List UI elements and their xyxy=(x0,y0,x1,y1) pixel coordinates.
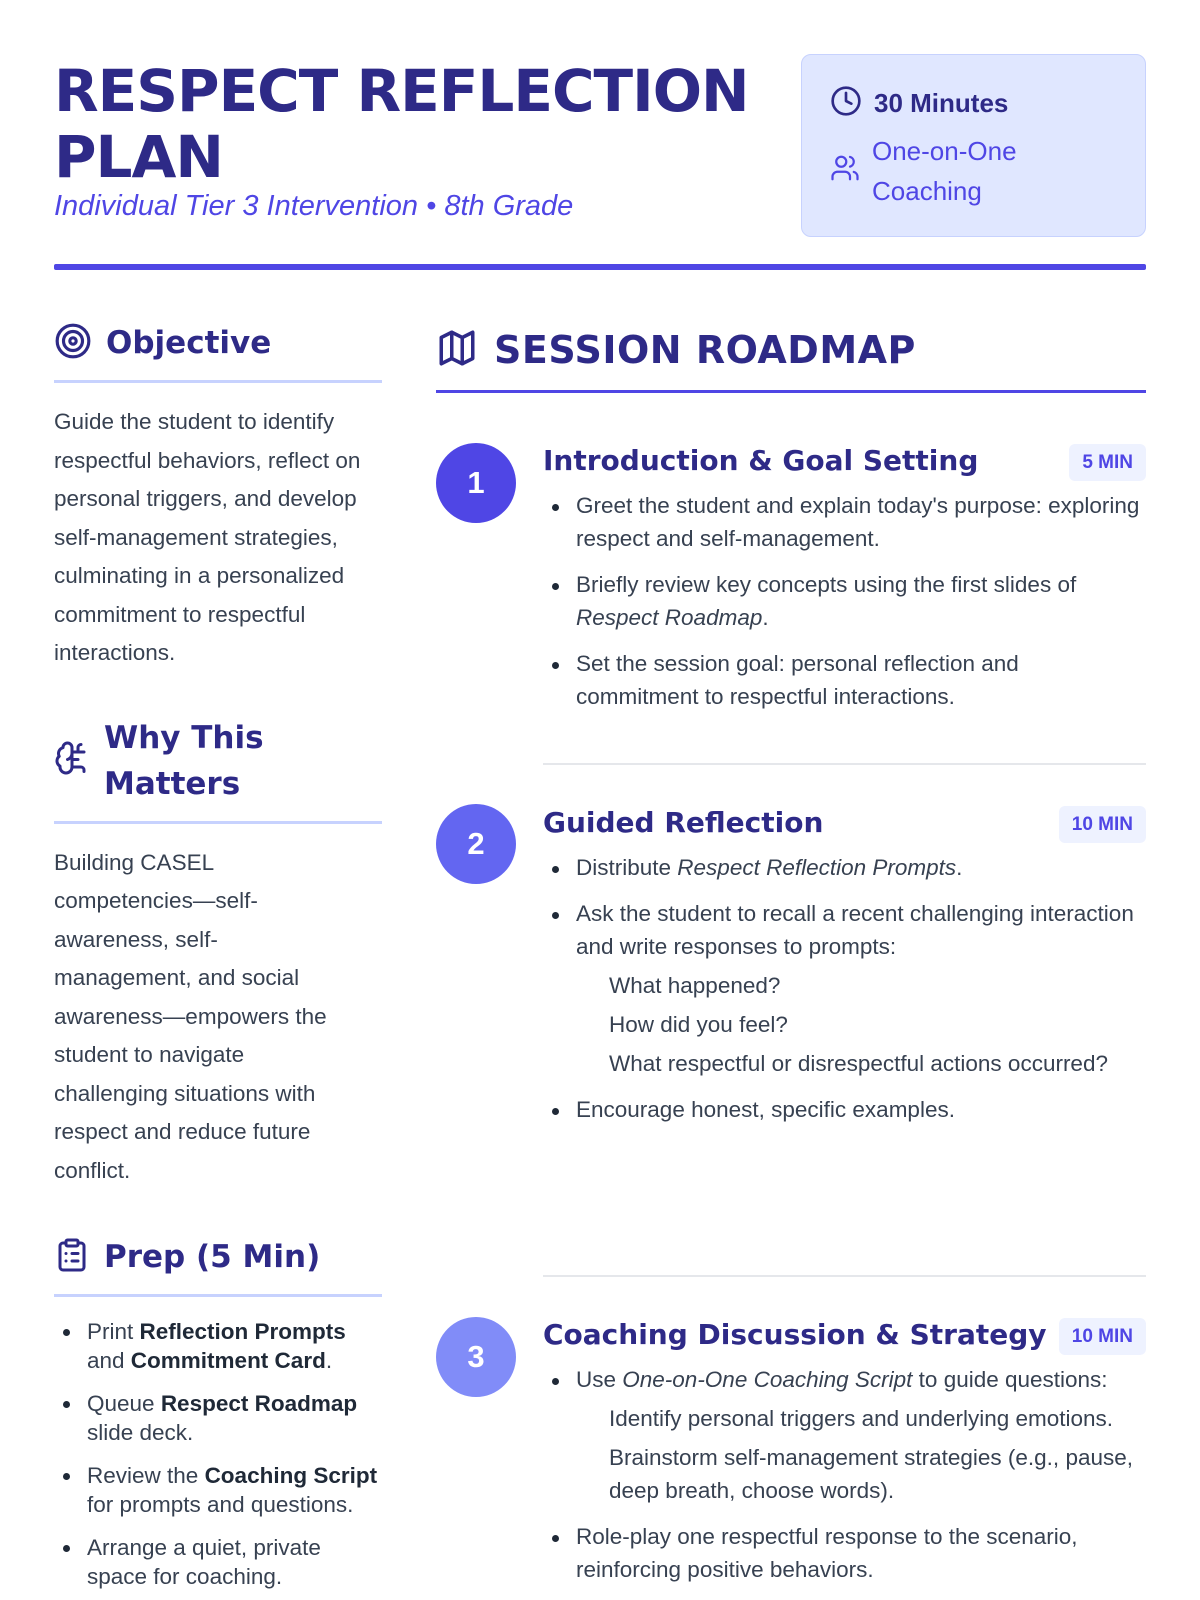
step-number-badge: 2 xyxy=(436,804,516,884)
sub-list-item: What happened? xyxy=(609,973,781,998)
why-text: Building CASEL competencies—self-awareness, self-management, and social awareness—empowers the student to navigate challenging situations with respect and reduce future conflict. xyxy=(54,849,327,1183)
why-heading-row xyxy=(54,715,382,807)
sub-list-item: How did you feel? xyxy=(609,1012,788,1037)
step-bullets xyxy=(543,489,1146,713)
roadmap-heading: SESSION ROADMAP xyxy=(494,328,916,372)
section-divider xyxy=(54,380,382,383)
step-divider xyxy=(543,763,1146,765)
why-section xyxy=(54,715,382,1191)
duration-badge: 5 MIN xyxy=(1069,444,1146,481)
clock-icon xyxy=(830,85,862,122)
map-icon xyxy=(436,327,478,374)
step-bullets xyxy=(543,851,1146,1126)
page-subtitle: Individual Tier 3 Intervention • 8th Grade xyxy=(54,190,574,222)
objective-heading: Objective xyxy=(106,325,272,361)
list-item: Role-play one respectful response to the scenario, reinforcing positive behaviors. xyxy=(543,1520,1146,1586)
step-divider xyxy=(543,1275,1146,1277)
format-text: One-on-One Coaching xyxy=(872,136,1017,206)
list-item: Greet the student and explain today's purpose: exploring respect and self-management. xyxy=(543,489,1146,555)
list-item: Arrange a quiet, private space for coaching. xyxy=(54,1533,382,1591)
list-item: Use One-on-One Coaching Script to guide questions: Identify personal triggers and underlying emotions. Brainstorm self-management strategies (e.g., pause, deep breath, choose words). xyxy=(543,1363,1146,1507)
roadmap-heading-row xyxy=(436,320,1146,380)
sub-list-item: Brainstorm self-management strategies (e.g., pause, deep breath, choose words). xyxy=(609,1445,1133,1503)
step-title: Coaching Discussion & Strategy xyxy=(543,1318,1047,1351)
prep-section xyxy=(54,1234,382,1591)
duration-badge: 10 MIN xyxy=(1059,1318,1146,1355)
list-item: Ask the student to recall a recent challenging interaction and write responses to prompts: What happened? How did you feel? What respectful or disrespectful actions occurred? xyxy=(543,897,1146,1080)
format-row xyxy=(830,131,1072,211)
sub-list-item: What respectful or disrespectful actions occurred? xyxy=(609,1051,1108,1076)
sub-list xyxy=(576,1402,1146,1507)
duration-text: 30 Minutes xyxy=(874,88,1009,118)
objective-heading-row xyxy=(54,320,382,366)
clipboard-icon xyxy=(54,1237,90,1278)
objective-text: Guide the student to identify respectful behaviors, reflect on personal triggers, and develop self-management strategies, culminating in a personalized commitment to respectful interactions. xyxy=(54,409,361,665)
step-number-badge: 1 xyxy=(436,443,516,523)
duration-badge: 10 MIN xyxy=(1059,806,1146,843)
duration-row xyxy=(830,85,1008,122)
brain-icon xyxy=(54,740,90,781)
step-bullets xyxy=(543,1363,1146,1586)
page-title: RESPECT REFLECTION PLAN xyxy=(54,57,749,191)
list-item: Distribute Respect Reflection Prompts. xyxy=(543,851,1146,884)
step-title: Introduction & Goal Setting xyxy=(543,444,979,477)
prep-heading: Prep (5 Min) xyxy=(104,1239,321,1275)
list-item: Encourage honest, specific examples. xyxy=(543,1093,1146,1126)
roadmap-divider xyxy=(436,390,1146,393)
right-column xyxy=(436,320,1146,1582)
list-item: Set the session goal: personal reflection and commitment to respectful interactions. xyxy=(543,647,1146,713)
list-item: Queue Respect Roadmap slide deck. xyxy=(54,1389,382,1447)
prep-list xyxy=(54,1317,382,1591)
sub-list-item: Identify personal triggers and underlying emotions. xyxy=(609,1406,1114,1431)
why-heading: Why This Matters xyxy=(104,719,264,802)
list-item: Review the Coaching Script for prompts and questions. xyxy=(54,1461,382,1519)
left-column xyxy=(54,320,382,1600)
header-divider xyxy=(54,264,1146,270)
objective-section xyxy=(54,320,382,673)
step-number-badge: 3 xyxy=(436,1317,516,1397)
section-divider xyxy=(54,1294,382,1297)
session-info-box xyxy=(801,54,1146,237)
sub-list xyxy=(576,969,1146,1080)
prep-heading-row xyxy=(54,1234,382,1280)
users-icon xyxy=(830,153,860,211)
step-title: Guided Reflection xyxy=(543,806,824,839)
list-item: Print Reflection Prompts and Commitment Card. xyxy=(54,1317,382,1375)
section-divider xyxy=(54,821,382,824)
target-icon xyxy=(54,322,92,365)
list-item: Briefly review key concepts using the first slides of Respect Roadmap. xyxy=(543,568,1146,634)
